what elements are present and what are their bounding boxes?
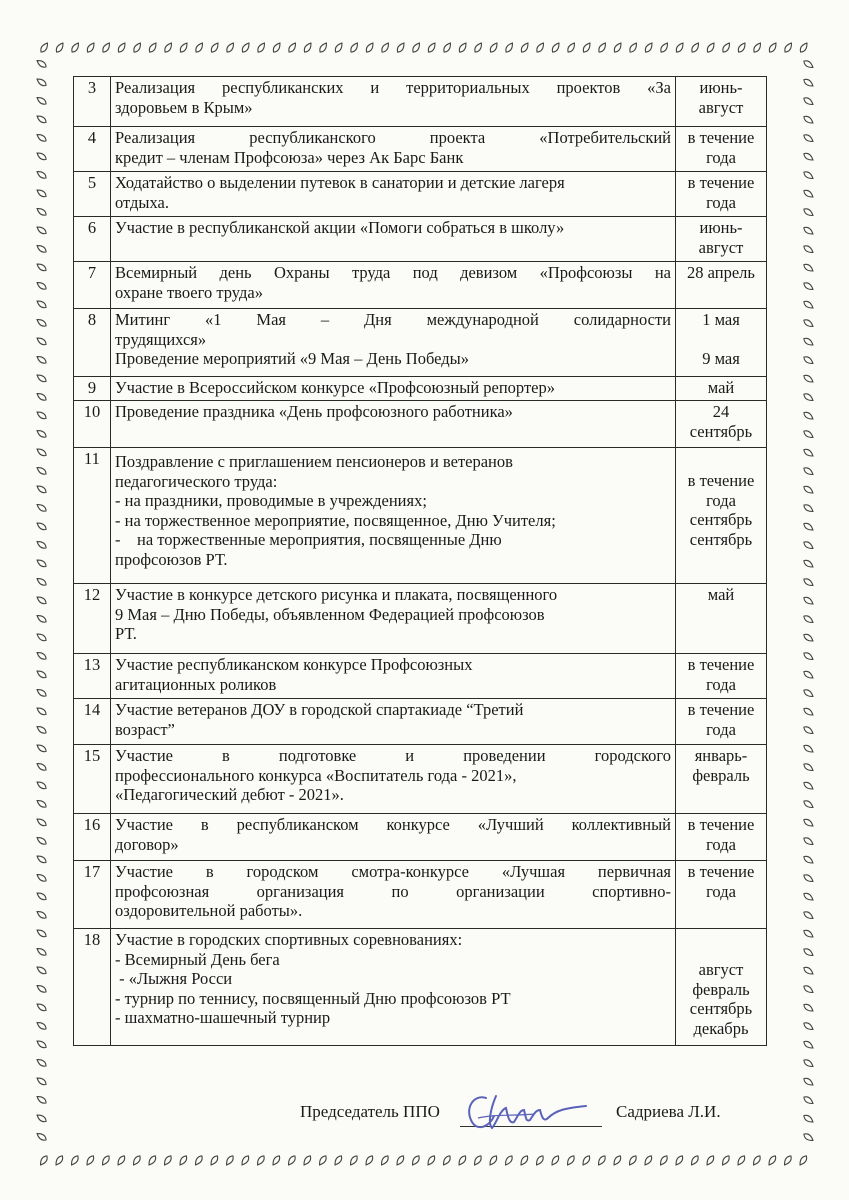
row-number: 13 [74,654,111,699]
border-ornament [36,225,48,235]
border-ornament [803,707,815,717]
border-ornament [442,1155,452,1167]
border-ornament [519,1155,529,1167]
border-ornament [36,725,48,735]
border-ornament [36,207,48,217]
border-ornament [643,1155,653,1167]
border-ornament [803,503,815,513]
border-ornament [674,1155,684,1167]
border-ornament [803,614,815,624]
border-ornament [803,577,815,587]
border-ornament [36,947,48,957]
row-period: август февраль сентябрь декабрь [676,929,767,1046]
border-ornament [36,59,48,69]
border-ornament [132,1155,142,1167]
table-row [74,262,767,309]
border-ornament [803,78,815,88]
row-number: 16 [74,814,111,861]
border-ornament [803,281,815,291]
table-row [74,448,767,584]
border-ornament [36,1132,48,1142]
border-ornament [628,1155,638,1167]
border-ornament [210,42,220,54]
row-description: Ходатайство о выделении путевок в санатории и детские лагеря отдыха. [111,172,676,217]
border-ornament [36,540,48,550]
border-ornament [364,1155,374,1167]
row-period: май [676,584,767,654]
row-description: Участие в конкурсе детского рисунка и плаката, посвященного 9 Мая – Дню Победы, объявленном Федерацией профсоюзов РТ. [111,584,676,654]
border-ornament [803,633,815,643]
row-number: 18 [74,929,111,1046]
border-ornament [36,928,48,938]
border-ornament [803,929,815,939]
border-ornament [803,59,815,69]
border-ornament [333,1155,343,1167]
border-ornament [803,725,815,735]
border-ornament [287,42,297,54]
border-ornament [520,42,530,54]
border-ornament [240,1155,250,1167]
table-row [74,217,767,262]
border-ornament [36,373,48,383]
border-ornament [597,1155,607,1167]
border-ornament [803,133,815,143]
border-ornament [36,410,48,420]
row-description: Участие в городском смотра-конкурсе «Лучшая первичная профсоюзная организация по организации спортивно- оздоровительной работы». [111,861,676,929]
border-ornament [803,96,815,106]
border-ornament [803,947,815,957]
table-row [74,172,767,217]
border-ornament [803,688,815,698]
table-row [74,814,767,861]
row-description: Участие в подготовке и проведении городского профессионального конкурса «Воспитатель года - 2021», «Педагогический дебют - 2021». [111,745,676,814]
signer-role: Председатель ППО [300,1102,440,1121]
border-ornament [36,891,48,901]
border-ornament [36,910,48,920]
row-number: 6 [74,217,111,262]
border-ornament [803,1132,815,1142]
row-number: 5 [74,172,111,217]
row-period: в течение года [676,654,767,699]
border-ornament [36,1002,48,1012]
row-period: январь- февраль [676,745,767,814]
border-ornament [302,1155,312,1167]
border-ornament [803,540,815,550]
border-ornament [612,1155,622,1167]
border-ornament [803,374,815,384]
border-ornament [411,42,421,54]
border-ornament [803,522,815,532]
border-ornament [36,262,48,272]
row-number: 9 [74,377,111,401]
border-ornament [783,42,793,54]
border-ornament [582,42,592,54]
border-ornament [803,799,815,809]
table-row [74,699,767,745]
row-period: май [676,377,767,401]
border-ornament [36,558,48,568]
row-description: Реализация республиканских и территориальных проектов «За здоровьем в Крым» [111,77,676,127]
row-number: 4 [74,127,111,172]
border-ornament [101,42,111,54]
border-ornament [504,1155,514,1167]
border-ornament [628,42,638,54]
border-ornament [163,1155,173,1167]
border-ornament [36,466,48,476]
border-ornament [36,706,48,716]
row-description: Участие республиканском конкурсе Профсоюзных агитационных роликов [111,654,676,699]
border-ornament [803,910,815,920]
border-ornament [803,873,815,883]
border-ornament [644,42,654,54]
border-ornament [597,42,607,54]
border-ornament [736,1155,746,1167]
border-ornament [271,1155,281,1167]
border-ornament [803,226,815,236]
border-ornament [36,484,48,494]
row-description: Участие в республиканском конкурсе «Лучший коллективный договор» [111,814,676,861]
border-ornament [690,1155,700,1167]
border-ornament [334,42,344,54]
border-ornament [803,1058,815,1068]
border-ornament [349,1155,359,1167]
row-period: в течение года [676,127,767,172]
border-ornament [803,892,815,902]
border-ornament [488,1155,498,1167]
border-ornament [783,1155,793,1167]
border-ornament [178,1155,188,1167]
border-ornament [241,42,251,54]
border-ornament [36,188,48,198]
border-ornament [36,1039,48,1049]
border-ornament [225,42,235,54]
border-ornament [54,1155,64,1167]
border-ornament [803,152,815,162]
border-ornament [380,1155,390,1167]
border-ornament [767,1155,777,1167]
border-ornament [116,1155,126,1167]
border-ornament [36,780,48,790]
border-ornament [551,42,561,54]
border-ornament [36,503,48,513]
border-ornament [36,854,48,864]
border-ornament [148,42,158,54]
border-ornament [36,1021,48,1031]
border-ornament [36,1095,48,1105]
border-ornament [70,1155,80,1167]
border-ornament [803,1003,815,1013]
table-row [74,929,767,1046]
row-description: Участие в городских спортивных соревнованиях: - Всемирный День бега - «Лыжня Росси - турнир по теннису, посвященный Дню профсоюзов РТ - шахматно-шашечный турнир [111,929,676,1046]
row-description: Участие ветеранов ДОУ в городской спартакиаде “Третий возраст” [111,699,676,745]
events-table [73,76,767,1046]
row-number: 11 [74,448,111,584]
border-ornament [659,1155,669,1167]
border-ornament [287,1155,297,1167]
border-ornament [36,762,48,772]
border-ornament [36,521,48,531]
row-description: Реализация республиканского проекта «Потребительский кредит – членам Профсоюза» через Ак Барс Банк [111,127,676,172]
row-number: 10 [74,401,111,448]
border-ornament [473,1155,483,1167]
border-ornament [803,744,815,754]
border-ornament [349,42,359,54]
border-ornament [36,799,48,809]
border-ornament [803,1077,815,1087]
border-ornament [803,670,815,680]
border-ornament [36,355,48,365]
border-ornament [36,614,48,624]
table-row [74,584,767,654]
border-ornament [380,42,390,54]
table-row [74,377,767,401]
row-description: Участие в республиканской акции «Помоги собраться в школу» [111,217,676,262]
border-ornament [318,1155,328,1167]
border-ornament [803,1021,815,1031]
border-ornament [365,42,375,54]
border-ornament [803,207,815,217]
row-period: июнь- август [676,217,767,262]
border-ornament [36,873,48,883]
table-row [74,654,767,699]
row-description: Всемирный день Охраны труда под девизом «Профсоюзы на охране твоего труда» [111,262,676,309]
border-ornament [803,818,815,828]
border-ornament [36,836,48,846]
border-ornament [36,299,48,309]
border-ornament [163,42,173,54]
border-ornament [535,1155,545,1167]
border-ornament [803,170,815,180]
border-ornament [799,42,809,54]
border-ornament [39,42,49,54]
border-ornament [36,1058,48,1068]
border-ornament [256,42,266,54]
border-ornament [458,42,468,54]
border-ornament [803,1114,815,1124]
border-ornament [36,651,48,661]
border-ornament [737,42,747,54]
row-period: в течение года [676,814,767,861]
border-ornament [705,1155,715,1167]
border-ornament [803,781,815,791]
border-ornament [36,632,48,642]
row-number: 14 [74,699,111,745]
border-ornament [256,1155,266,1167]
border-ornament [803,836,815,846]
border-ornament [36,77,48,87]
border-ornament [803,984,815,994]
border-ornament [803,318,815,328]
border-ornament [504,42,514,54]
border-ornament [101,1155,111,1167]
table-row [74,127,767,172]
border-ornament [179,42,189,54]
border-ornament [721,42,731,54]
border-ornament [194,1155,204,1167]
border-ornament [798,1155,808,1167]
border-ornament [132,42,142,54]
border-ornament [803,1040,815,1050]
row-period: в течение года [676,861,767,929]
border-ornament [194,42,204,54]
border-ornament [535,42,545,54]
border-ornament [489,42,499,54]
border-ornament [803,966,815,976]
row-description: Поздравление с приглашением пенсионеров и ветеранов педагогического труда: - на праздники, проводимые в учреждениях; - на торжественное мероприятие, посвященное, Дню Учителя; - на торжественные мероприятия, посвященные Дню профсоюзов РТ. [111,448,676,584]
border-ornament [85,1155,95,1167]
border-ornament [36,1076,48,1086]
border-ornament [36,133,48,143]
table-row [74,401,767,448]
border-ornament [70,42,80,54]
border-ornament [803,115,815,125]
border-ornament [473,42,483,54]
border-ornament [566,1155,576,1167]
border-ornament [768,42,778,54]
border-ornament [36,429,48,439]
border-ornament [36,984,48,994]
row-description: Проведение праздника «День профсоюзного работника» [111,401,676,448]
border-ornament [36,743,48,753]
border-ornament [318,42,328,54]
border-ornament [36,170,48,180]
border-ornament [36,688,48,698]
border-ornament [36,281,48,291]
border-ornament [426,1155,436,1167]
border-ornament [117,42,127,54]
border-ornament [411,1155,421,1167]
border-ornament [566,42,576,54]
border-ornament [442,42,452,54]
table-row [74,309,767,377]
border-ornament [36,151,48,161]
row-period: 28 апрель [676,262,767,309]
row-number: 12 [74,584,111,654]
border-ornament [752,42,762,54]
border-ornament [36,114,48,124]
border-ornament [225,1155,235,1167]
border-ornament [147,1155,157,1167]
border-ornament [803,355,815,365]
border-ornament [613,42,623,54]
border-ornament [36,244,48,254]
table-row [74,77,767,127]
row-description: Митинг «1 Мая – Дня международной солидарности трудящихся» Проведение мероприятий «9 Мая – День Победы» [111,309,676,377]
border-ornament [272,42,282,54]
border-ornament [690,42,700,54]
border-ornament [36,965,48,975]
border-ornament [36,96,48,106]
border-ornament [36,669,48,679]
border-ornament [803,244,815,254]
border-ornament [659,42,669,54]
border-ornament [55,42,65,54]
border-ornament [36,336,48,346]
border-ornament [803,762,815,772]
border-ornament [803,411,815,421]
border-ornament [721,1155,731,1167]
border-ornament [752,1155,762,1167]
border-ornament [803,429,815,439]
row-description: Участие в Всероссийском конкурсе «Профсоюзный репортер» [111,377,676,401]
row-period: 1 мая 9 мая [676,309,767,377]
border-ornament [36,318,48,328]
border-ornament [36,817,48,827]
border-ornament [706,42,716,54]
handwritten-signature [456,1088,606,1138]
signer-name: Садриева Л.И. [616,1102,721,1121]
row-number: 8 [74,309,111,377]
border-ornament [803,596,815,606]
row-period: июнь- август [676,77,767,127]
border-ornament [36,1113,48,1123]
border-ornament [86,42,96,54]
border-ornament [803,448,815,458]
row-period: 24 сентябрь [676,401,767,448]
border-ornament [581,1155,591,1167]
border-ornament [36,577,48,587]
border-ornament [803,392,815,402]
border-ornament [803,651,815,661]
border-ornament [675,42,685,54]
border-ornament [427,42,437,54]
border-ornament [803,855,815,865]
table-row [74,745,767,814]
border-ornament [395,1155,405,1167]
border-ornament [39,1155,49,1167]
border-ornament [803,263,815,273]
border-ornament [803,337,815,347]
border-ornament [36,447,48,457]
border-ornament [209,1155,219,1167]
row-number: 17 [74,861,111,929]
border-ornament [803,466,815,476]
row-number: 3 [74,77,111,127]
border-ornament [803,300,815,310]
row-period: в течение года [676,172,767,217]
border-ornament [803,485,815,495]
border-ornament [803,189,815,199]
border-ornament [396,42,406,54]
table-row [74,861,767,929]
border-ornament [36,595,48,605]
border-ornament [36,392,48,402]
border-ornament [457,1155,467,1167]
border-ornament [550,1155,560,1167]
row-number: 7 [74,262,111,309]
border-ornament [803,559,815,569]
row-period: в течение года сентябрь сентябрь [676,448,767,584]
border-ornament [803,1095,815,1105]
row-number: 15 [74,745,111,814]
border-ornament [303,42,313,54]
row-period: в течение года [676,699,767,745]
